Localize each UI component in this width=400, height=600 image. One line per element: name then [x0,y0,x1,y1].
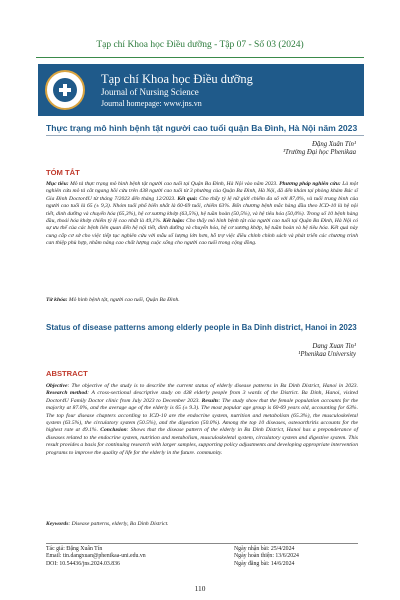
result-text-en: : The study show that the female population accounts for the majority at 87.0%, and the average age of the elderly is 65 (± 9.3). The most popular age group is 60-69 years old, accounting for 63%. The top four disease chapters according to ICD-10 are the endocrine system, nutrition and metabolism (65.3%), the musculoskeletal system (63.5%), the circulatory system (50.5%), and the digestion (50.0%). Among the top 10 diseases, osteoarthritis accounts for the highest rate at 49.1%. [46,397,359,434]
author-vi: Đặng Xuân Tín¹ [312,141,356,148]
result-label-vi: Kết quả: [177,195,198,202]
keywords-text-vi: Mô hình bệnh tật, người cao tuổi, Quận Ba Đình. [67,297,180,303]
conclusion-text-vi: Cho thấy mô hình bệnh tật của người cao tuổi tại Quận Ba Đình, Hà Nội có sự ưu thế của các bệnh liên quan đến hệ nội tiết, dinh dưỡng và chuyển hóa, hệ cơ xương khớp, hệ tuần hoàn và hệ tiêu hóa. Kết quả này cung cấp cơ sở cho việc tiếp tục nghiên cứu với mẫu số lượng lớn hơn, hỗ trợ việc điều chỉnh chính sách và phát triển các chương trình can thiệp phù hợp, nhằm nâng cao chất lượng cuộc sống cho người cao tuổi trong cộng đồng. [46,218,358,247]
banner-text [101,72,253,109]
abstract-heading-vi: TÓM TẮT [46,168,80,177]
objective-label-en: Objective [46,383,68,389]
revised-date: Ngày hoàn thiện: 13/6/2024 [234,553,299,560]
method-text-en: : A cross-sectional descriptive study on 438 elderly people from 3 wards of the District. Ba Dinh, Hanoi, visited Doctor4U Family Doctor clinic from July 2023 to December 2023. [46,390,358,404]
article-title-en: Status of disease patterns among elderly people in Ba Dinh district, Hanoi in 2023 [46,323,357,332]
keywords-text-en: : Disease patterns, elderly, Ba Dinh District. [68,521,169,527]
published-date: Ngày đăng bài: 14/6/2024 [234,560,295,567]
footer-email[interactable]: Email: tin.dangxuan@phenikaa-uni.edu.vn [46,553,146,560]
aim-label-vi: Mục tiêu: [46,181,69,187]
header-divider [36,57,364,58]
method-label-en: Research method [46,390,88,397]
banner-title: Tạp chí Khoa học Điều dưỡng [101,71,253,86]
objective-text-en: : The objective of the study is to describe the current status of elderly disease patterns in Ba Dinh District, Hanoi in 2023. [67,383,358,389]
conclusion-label-en: Conclusion [100,427,127,434]
result-text-vi: Cho thấy tỷ lệ nữ giới chiếm đa số với 87,0%, và tuổi trung bình của người cao tuổi là 65 (± 9,3). Nhóm tuổi phổ biến nhất là 60-69 tuổi, chiếm 63%. Bốn chương bệnh mắc hàng đầu theo ICD-10 là hệ nội tiết, dinh dưỡng và chuyển hóa (65,3%), hệ cơ xương khớp (63,5%), hệ tuần hoàn (50,5%), và hệ tiêu hóa (50,0%). Trong số 10 bệnh hàng đầu, thoái hóa khớp chiếm tỷ lệ cao nhất là 49,1%. [46,195,359,225]
affiliation-en: ¹Phenikaa University [298,351,356,358]
affiliation-vi: ¹Trường Đại học Phenikaa [283,149,356,156]
keywords-en [46,521,358,527]
result-label-en: Results [201,397,219,404]
page-number: 110 [194,584,206,593]
footer-doi[interactable]: DOI: 10.54436/jns.2024.03.836 [46,560,120,567]
conclusion-label-vi: Kết luận: [162,218,185,225]
banner-homepage-link[interactable]: Journal homepage: www.jns.vn [101,98,202,108]
journal-banner [38,64,364,116]
keywords-label-vi: Từ khóa: [46,297,68,303]
footer-divider [46,543,358,544]
keywords-vi [46,297,358,303]
method-label-vi: Phương pháp nghiên cứu: [279,181,341,187]
footer-author-info [46,546,146,568]
keywords-label-en: Keywords [46,521,69,527]
method-text-vi: Là một nghiên cứu mô tả cắt ngang hồi cứu trên 438 người cao tuổi từ 3 phường của Quận Ba Đình, Hà Nội, đã đến khám tại phòng khám Bác sĩ Gia Đình Doctor4U từ tháng 7/2023 đến tháng 12/2023. [46,181,358,202]
conclusion-text-en: : Shows that the disease pattern of the elderly in Ba Dinh District, Hanoi has a preponderance of diseases related to the endocrine system, nutrition and metabolism, musculoskeletal system, circulatory system and digestive system. This result provides a basis for continuing research with larger samples, supporting policy adjustments and developing appropriate intervention programs to improve the quality of life for the elderly in the future. community. [46,427,358,456]
author-en: Dang Xuan Tin¹ [312,343,356,350]
article-title-vi: Thực trạng mô hình bệnh tật người cao tuổi quận Ba Đình, Hà Nội năm 2023 [46,123,358,133]
footer-dates [234,546,299,568]
footer-author: Tác giả: Đặng Xuân Tín [46,546,103,552]
abstract-body-vi [46,181,358,248]
abstract-heading-en: ABSTRACT [46,369,88,378]
title-divider [46,135,364,136]
received-date: Ngày nhận bài: 25/4/2024 [234,546,295,552]
abstract-body-en [46,383,358,457]
banner-subtitle: Journal of Nursing Science [101,86,199,97]
journal-logo-icon [45,70,85,110]
aim-text-vi: Mô tả thực trạng mô hình bệnh tật người cao tuổi tại Quận Ba Đình, Hà Nội vào năm 2023. [68,181,278,187]
running-journal-title: Tạp chí Khoa học Điều dưỡng - Tập 07 - Số 03 (2024) [96,40,304,50]
